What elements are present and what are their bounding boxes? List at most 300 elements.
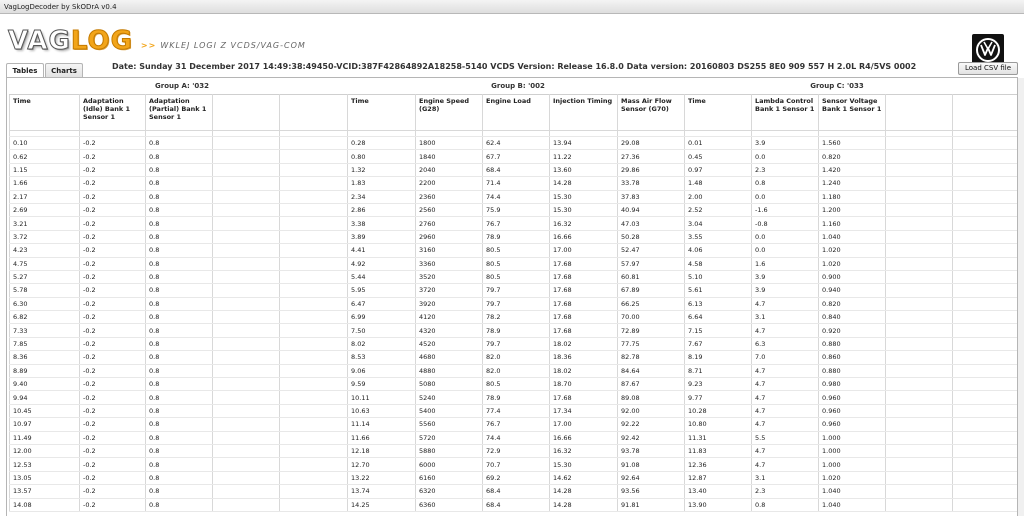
table-cell: 2.69 [10, 203, 80, 216]
table-cell [953, 270, 1018, 283]
table-cell: 13.74 [348, 485, 416, 498]
table-row[interactable] [10, 257, 1018, 270]
table-row[interactable] [10, 137, 1018, 150]
table-cell: 91.81 [618, 498, 685, 511]
table-cell [213, 364, 280, 377]
table-cell: 0.8 [146, 203, 213, 216]
table-cell [213, 324, 280, 337]
table-cell [953, 324, 1018, 337]
table-cell [280, 284, 348, 297]
table-cell: 17.34 [550, 404, 618, 417]
column-header[interactable]: Adaptation (Idle) Bank 1 Sensor 1 [80, 95, 146, 131]
table-cell: 13.05 [10, 471, 80, 484]
table-cell: 4.7 [752, 324, 819, 337]
table-row[interactable] [10, 190, 1018, 203]
table-cell: 40.94 [618, 203, 685, 216]
table-cell: 2.17 [10, 190, 80, 203]
column-header[interactable]: Injection Timing [550, 95, 618, 131]
tab-tables[interactable]: Tables [6, 63, 44, 78]
logo-log-text: LOG [70, 26, 133, 56]
table-row[interactable] [10, 177, 1018, 190]
table-cell: 17.00 [550, 418, 618, 431]
table-cell: 16.32 [550, 217, 618, 230]
table-cell: 11.14 [348, 418, 416, 431]
table-cell [886, 364, 953, 377]
table-cell: 7.0 [752, 351, 819, 364]
table-cell: 0.980 [819, 378, 886, 391]
table-cell: 4120 [416, 311, 483, 324]
table-row[interactable] [10, 150, 1018, 163]
table-cell: -0.2 [80, 391, 146, 404]
column-header[interactable] [213, 95, 280, 131]
table-row[interactable] [10, 163, 1018, 176]
column-header[interactable]: Time [685, 95, 752, 131]
table-cell [213, 284, 280, 297]
table-cell: 0.01 [685, 137, 752, 150]
table-cell: 14.28 [550, 498, 618, 511]
table-cell: 14.28 [550, 485, 618, 498]
table-cell [280, 431, 348, 444]
table-cell: 0.8 [146, 391, 213, 404]
table-cell: 10.28 [685, 404, 752, 417]
table-cell: 4.92 [348, 257, 416, 270]
table-cell [280, 190, 348, 203]
column-header[interactable]: Mass Air Flow Sensor (G70) [618, 95, 685, 131]
table-cell: 0.8 [146, 404, 213, 417]
table-cell: -0.2 [80, 297, 146, 310]
table-cell: -0.2 [80, 364, 146, 377]
table-cell [280, 418, 348, 431]
table-cell [886, 284, 953, 297]
table-cell: 77.75 [618, 337, 685, 350]
table-cell [953, 311, 1018, 324]
column-header[interactable] [953, 95, 1018, 131]
app-header [0, 14, 1024, 60]
table-cell [953, 364, 1018, 377]
table-row[interactable] [10, 391, 1018, 404]
table-cell: 1.000 [819, 444, 886, 457]
table-cell: 1.66 [10, 177, 80, 190]
logo-tagline [141, 41, 306, 54]
table-cell: 72.89 [618, 324, 685, 337]
table-cell: 16.66 [550, 230, 618, 243]
table-cell: 92.42 [618, 431, 685, 444]
table-cell: 0.8 [146, 297, 213, 310]
column-header[interactable]: Time [10, 95, 80, 131]
table-cell: 79.7 [483, 284, 550, 297]
table-cell: 1.000 [819, 458, 886, 471]
table-row[interactable] [10, 203, 1018, 216]
column-header[interactable]: Sensor Voltage Bank 1 Sensor 1 [819, 95, 886, 131]
table-cell: 3.89 [348, 230, 416, 243]
table-cell: -0.2 [80, 337, 146, 350]
vaglog-logo [8, 24, 306, 54]
table-cell: 2760 [416, 217, 483, 230]
window-titlebar[interactable] [0, 0, 1024, 14]
table-cell: 5.78 [10, 284, 80, 297]
table-cell: -0.2 [80, 418, 146, 431]
table-cell: 0.880 [819, 337, 886, 350]
tables-panel [6, 77, 1018, 516]
table-cell [213, 391, 280, 404]
table-cell: 11.83 [685, 444, 752, 457]
table-cell: 4520 [416, 337, 483, 350]
table-cell: 8.19 [685, 351, 752, 364]
table-cell: 0.80 [348, 150, 416, 163]
table-cell: 18.36 [550, 351, 618, 364]
table-cell [886, 270, 953, 283]
table-cell: 11.31 [685, 431, 752, 444]
table-cell [886, 418, 953, 431]
table-cell [280, 217, 348, 230]
table-cell: 3520 [416, 270, 483, 283]
load-csv-button[interactable]: Load CSV file [958, 62, 1018, 75]
table-cell: -0.2 [80, 431, 146, 444]
table-cell: 1.040 [819, 230, 886, 243]
table-cell: 2.3 [752, 163, 819, 176]
table-cell: 70.00 [618, 311, 685, 324]
table-cell [280, 458, 348, 471]
table-cell: 1.6 [752, 257, 819, 270]
table-cell: -0.2 [80, 471, 146, 484]
table-cell [280, 404, 348, 417]
table-cell: -0.2 [80, 458, 146, 471]
table-cell: 68.4 [483, 163, 550, 176]
table-cell [953, 458, 1018, 471]
table-cell [886, 163, 953, 176]
column-header[interactable]: Adaptation (Partial) Bank 1 Sensor 1 [146, 95, 213, 131]
table-cell: 4.7 [752, 404, 819, 417]
table-cell: 3720 [416, 284, 483, 297]
table-cell [953, 230, 1018, 243]
table-cell: -1.6 [752, 203, 819, 216]
table-row[interactable] [10, 297, 1018, 310]
table-cell: 82.0 [483, 364, 550, 377]
table-cell: 0.8 [146, 337, 213, 350]
table-cell: -0.2 [80, 257, 146, 270]
table-row[interactable] [10, 404, 1018, 417]
table-cell: 15.30 [550, 203, 618, 216]
table-cell [213, 378, 280, 391]
table-cell: 0.8 [146, 324, 213, 337]
table-cell [886, 311, 953, 324]
table-cell: 4.75 [10, 257, 80, 270]
table-cell: 12.53 [10, 458, 80, 471]
table-cell [280, 257, 348, 270]
table-cell: 1.180 [819, 190, 886, 203]
table-cell [953, 351, 1018, 364]
column-header[interactable]: Time [348, 95, 416, 131]
table-cell: 0.8 [146, 284, 213, 297]
table-row[interactable] [10, 444, 1018, 457]
table-cell: -0.2 [80, 311, 146, 324]
table-row[interactable] [10, 244, 1018, 257]
table-cell [280, 297, 348, 310]
table-row[interactable] [10, 498, 1018, 511]
table-cell: 0.8 [146, 364, 213, 377]
table-cell: 0.8 [146, 444, 213, 457]
table-cell: 1.420 [819, 163, 886, 176]
table-cell [953, 378, 1018, 391]
table-cell: 68.4 [483, 485, 550, 498]
table-cell: 78.9 [483, 230, 550, 243]
table-row[interactable] [10, 337, 1018, 350]
table-cell [953, 431, 1018, 444]
table-cell: 93.78 [618, 444, 685, 457]
table-cell: 2.00 [685, 190, 752, 203]
log-info-line: Date: Sunday 31 December 2017 14:49:38:49450-VCID:387F42864892A18258-5140 VCDS Version: Release 16.8.0 Data version: 20160803 DS255 8E0 909 557 H 2.0L R4/5VS 0002 [112, 62, 917, 71]
column-header[interactable] [280, 95, 348, 131]
table-cell: 2.3 [752, 485, 819, 498]
table-cell: 78.9 [483, 391, 550, 404]
table-cell: 1.040 [819, 498, 886, 511]
table-cell: 6.82 [10, 311, 80, 324]
table-cell [953, 498, 1018, 511]
table-cell [280, 391, 348, 404]
table-cell: 9.59 [348, 378, 416, 391]
table-row[interactable] [10, 217, 1018, 230]
table-cell [886, 217, 953, 230]
table-cell: 1840 [416, 150, 483, 163]
table-cell: -0.8 [752, 217, 819, 230]
group-titles [7, 82, 1017, 94]
table-cell: 17.68 [550, 270, 618, 283]
table-cell [213, 150, 280, 163]
table-cell: 15.30 [550, 458, 618, 471]
table-cell [953, 244, 1018, 257]
table-cell: 3.21 [10, 217, 80, 230]
table-cell: 92.00 [618, 404, 685, 417]
table-cell: -0.2 [80, 190, 146, 203]
table-cell [886, 324, 953, 337]
table-cell [953, 177, 1018, 190]
table-cell: 50.28 [618, 230, 685, 243]
table-row[interactable] [10, 471, 1018, 484]
table-cell: 79.7 [483, 297, 550, 310]
table-cell: 6000 [416, 458, 483, 471]
table-cell: 80.5 [483, 244, 550, 257]
table-cell [280, 337, 348, 350]
table-cell: 2.86 [348, 203, 416, 216]
table-cell: 52.47 [618, 244, 685, 257]
column-header[interactable]: Engine Speed (G28) [416, 95, 483, 131]
table-cell: 6.3 [752, 337, 819, 350]
table-cell: 10.80 [685, 418, 752, 431]
table-cell: 1.020 [819, 244, 886, 257]
table-row[interactable] [10, 230, 1018, 243]
log-data-table[interactable] [9, 94, 1018, 512]
table-cell [886, 458, 953, 471]
table-cell [886, 244, 953, 257]
table-cell: 0.0 [752, 190, 819, 203]
column-header[interactable]: Engine Load [483, 95, 550, 131]
table-cell: 5.61 [685, 284, 752, 297]
table-cell: 17.68 [550, 297, 618, 310]
table-cell [953, 150, 1018, 163]
table-cell: 67.89 [618, 284, 685, 297]
table-cell: -0.2 [80, 378, 146, 391]
table-row[interactable] [10, 284, 1018, 297]
table-cell: 60.81 [618, 270, 685, 283]
table-cell: 93.56 [618, 485, 685, 498]
table-cell: -0.2 [80, 404, 146, 417]
table-cell: 7.67 [685, 337, 752, 350]
table-cell: 13.94 [550, 137, 618, 150]
column-header[interactable] [886, 95, 953, 131]
table-cell: 17.00 [550, 244, 618, 257]
table-cell: 5240 [416, 391, 483, 404]
table-cell [280, 244, 348, 257]
table-cell: 3.04 [685, 217, 752, 230]
column-header[interactable]: Lambda Control Bank 1 Sensor 1 [752, 95, 819, 131]
table-cell: 13.22 [348, 471, 416, 484]
table-cell: 0.8 [146, 163, 213, 176]
tagline-arrows: >> [140, 41, 157, 50]
table-cell: 9.23 [685, 378, 752, 391]
table-cell: 17.68 [550, 391, 618, 404]
table-row[interactable] [10, 364, 1018, 377]
table-cell [886, 337, 953, 350]
table-cell: 14.08 [10, 498, 80, 511]
table-cell: 33.78 [618, 177, 685, 190]
table-cell: 12.18 [348, 444, 416, 457]
table-row[interactable] [10, 351, 1018, 364]
table-cell: 1.240 [819, 177, 886, 190]
table-cell: 0.8 [146, 378, 213, 391]
table-cell: 9.77 [685, 391, 752, 404]
table-cell: 3.9 [752, 284, 819, 297]
table-row[interactable] [10, 378, 1018, 391]
table-cell: 3.38 [348, 217, 416, 230]
table-cell: 17.68 [550, 284, 618, 297]
table-cell [213, 230, 280, 243]
table-cell: -0.2 [80, 244, 146, 257]
table-cell: 82.0 [483, 351, 550, 364]
table-cell: 6.30 [10, 297, 80, 310]
table-cell: 1.15 [10, 163, 80, 176]
table-cell [280, 177, 348, 190]
table-cell: 0.45 [685, 150, 752, 163]
table-row[interactable] [10, 431, 1018, 444]
table-cell: 5.27 [10, 270, 80, 283]
table-cell: 82.78 [618, 351, 685, 364]
table-cell: 4.7 [752, 444, 819, 457]
table-cell: 7.85 [10, 337, 80, 350]
table-cell [213, 217, 280, 230]
table-cell: 0.8 [146, 311, 213, 324]
tab-charts[interactable]: Charts [45, 63, 83, 78]
table-cell: 0.820 [819, 297, 886, 310]
table-cell: 1.020 [819, 471, 886, 484]
table-cell [213, 203, 280, 216]
table-cell: 0.960 [819, 418, 886, 431]
table-cell: 27.36 [618, 150, 685, 163]
table-cell: 3360 [416, 257, 483, 270]
table-cell: 3160 [416, 244, 483, 257]
table-cell [953, 444, 1018, 457]
table-cell: 78.2 [483, 311, 550, 324]
table-cell: 3920 [416, 297, 483, 310]
table-row[interactable] [10, 270, 1018, 283]
table-cell: 1.560 [819, 137, 886, 150]
table-cell: 3.1 [752, 471, 819, 484]
table-cell: 4.7 [752, 378, 819, 391]
table-cell: 2560 [416, 203, 483, 216]
table-cell: 6.47 [348, 297, 416, 310]
table-cell: 4.58 [685, 257, 752, 270]
table-cell: 74.4 [483, 190, 550, 203]
table-cell: 92.64 [618, 471, 685, 484]
table-cell: -0.2 [80, 284, 146, 297]
table-cell: -0.2 [80, 137, 146, 150]
table-cell: -0.2 [80, 351, 146, 364]
window-right-edge [1018, 78, 1024, 516]
table-cell: -0.2 [80, 324, 146, 337]
table-cell: 78.9 [483, 324, 550, 337]
table-cell [886, 498, 953, 511]
table-cell [280, 471, 348, 484]
table-cell [953, 297, 1018, 310]
table-cell: 1.32 [348, 163, 416, 176]
table-cell: 0.97 [685, 163, 752, 176]
table-cell [213, 337, 280, 350]
table-cell: 18.02 [550, 337, 618, 350]
table-cell: 70.7 [483, 458, 550, 471]
table-cell: 11.66 [348, 431, 416, 444]
table-cell: 7.33 [10, 324, 80, 337]
table-cell: 0.8 [146, 244, 213, 257]
table-cell: 72.9 [483, 444, 550, 457]
table-cell: 4.23 [10, 244, 80, 257]
table-cell [953, 471, 1018, 484]
table-cell: 77.4 [483, 404, 550, 417]
table-cell: 14.25 [348, 498, 416, 511]
table-row[interactable] [10, 418, 1018, 431]
table-cell [280, 230, 348, 243]
table-row[interactable] [10, 311, 1018, 324]
table-row[interactable] [10, 324, 1018, 337]
table-cell: 18.02 [550, 364, 618, 377]
table-cell: 2040 [416, 163, 483, 176]
table-cell: 5880 [416, 444, 483, 457]
table-cell [953, 257, 1018, 270]
table-cell: 91.08 [618, 458, 685, 471]
table-cell [280, 444, 348, 457]
table-cell: 2.34 [348, 190, 416, 203]
table-row[interactable] [10, 485, 1018, 498]
table-cell [886, 297, 953, 310]
table-cell: 2.52 [685, 203, 752, 216]
table-cell [280, 485, 348, 498]
table-cell: 1.48 [685, 177, 752, 190]
table-row[interactable] [10, 458, 1018, 471]
table-cell: 9.40 [10, 378, 80, 391]
table-cell [953, 284, 1018, 297]
table-cell: 66.25 [618, 297, 685, 310]
table-cell: 0.8 [146, 150, 213, 163]
table-cell: 4.7 [752, 458, 819, 471]
table-cell: 1.200 [819, 203, 886, 216]
table-cell [213, 270, 280, 283]
table-cell [280, 378, 348, 391]
tagline-text: WKLEJ LOGI Z VCDS/VAG-COM [160, 41, 306, 50]
table-cell [953, 163, 1018, 176]
table-cell: 11.22 [550, 150, 618, 163]
table-cell: 6.99 [348, 311, 416, 324]
table-cell: 5.95 [348, 284, 416, 297]
table-cell: 5.44 [348, 270, 416, 283]
table-cell [280, 270, 348, 283]
